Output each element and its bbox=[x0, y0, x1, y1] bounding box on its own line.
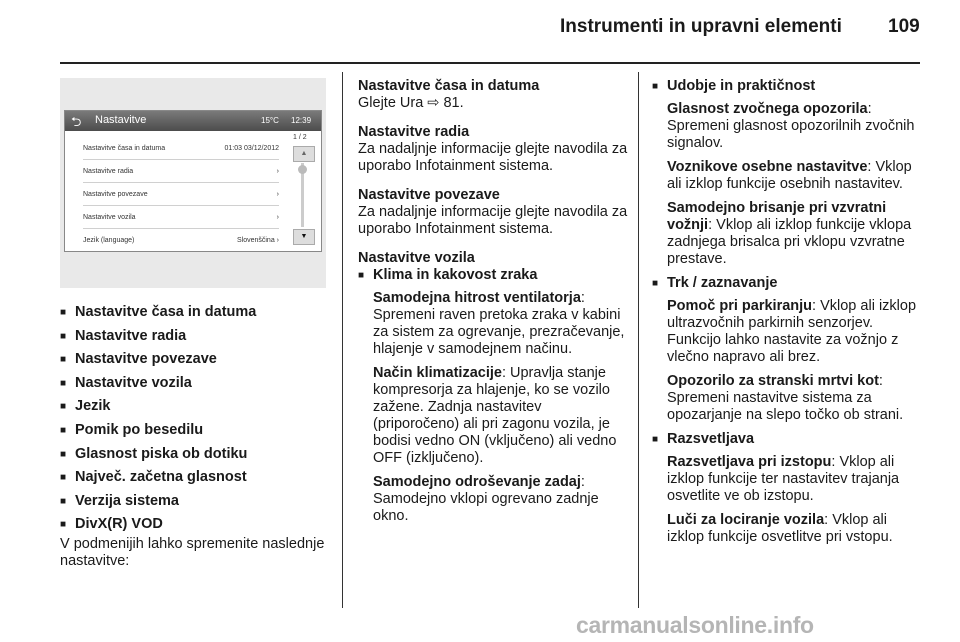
column-divider-left bbox=[342, 72, 343, 608]
scroll-knob bbox=[298, 165, 307, 174]
section-text: Za nadaljnje informacije glejte navodila za uporabo Infotainment sistema. bbox=[358, 204, 628, 237]
list-item: ■ Jezik bbox=[60, 398, 330, 422]
option-name: Luči za lociranje vozila bbox=[667, 512, 825, 528]
column-2 bbox=[358, 78, 630, 532]
option-name: Voznikove osebne nastavitve bbox=[667, 159, 868, 175]
list-item: ■ Pomik po besedilu bbox=[60, 422, 330, 446]
option-desc: : Upravlja stanje kompresorja za hlajenje, ko se vozilo zažene. Zadnja nastavitev (priporočeno) ali pri zagonu vozila, je bodisi vedno ON (vključeno) ali vedno OFF (izključeno). bbox=[373, 365, 617, 466]
watermark: carmanualsonline.info bbox=[576, 612, 814, 638]
outro-text: V podmenijih lahko spremenite naslednje nastavitve: bbox=[60, 535, 325, 569]
option-item bbox=[652, 512, 924, 546]
section-text: Za nadaljnje informacije glejte navodila za uporabo Infotainment sistema. bbox=[358, 141, 628, 174]
section-connection bbox=[358, 187, 630, 238]
bullet-heading: ■ Klima in kakovost zraka bbox=[358, 267, 630, 284]
section-vehicle bbox=[358, 250, 630, 525]
column-1 bbox=[60, 304, 330, 582]
list-item: ■ Glasnost piska ob dotiku bbox=[60, 446, 330, 470]
row-value: › bbox=[276, 190, 279, 198]
row-value: › bbox=[276, 213, 279, 221]
option-desc: : Spremeni nastavitve sistema za opozarjanje na slepo točko ob strani. bbox=[667, 373, 904, 423]
list-item: ■ DivX(R) VOD bbox=[60, 516, 330, 540]
page-header-title: Instrumenti in upravni elementi bbox=[560, 16, 842, 37]
screen-temperature: 15°C bbox=[261, 116, 279, 125]
list-item: ■ Največ. začetna glasnost bbox=[60, 469, 330, 493]
row-label: Nastavitve radia bbox=[83, 167, 134, 175]
option-item bbox=[652, 373, 924, 424]
option-name: Način klimatizacije bbox=[373, 365, 502, 381]
scroll-down-icon: ▼ bbox=[293, 229, 315, 245]
back-arrow-icon: ⮌ bbox=[71, 114, 82, 129]
row-label: Nastavitve časa in datuma bbox=[83, 144, 166, 152]
option-name: Glasnost zvočnega opozorila bbox=[667, 101, 868, 117]
option-desc: : Spremeni glasnost opozorilnih zvočnih signalov. bbox=[667, 101, 915, 151]
option-item bbox=[652, 454, 924, 505]
row-value: › bbox=[276, 167, 279, 175]
column-3 bbox=[652, 78, 924, 553]
screen-menu-list bbox=[83, 137, 279, 251]
option-desc: : Samodejno vklopi ogrevano zadnje okno. bbox=[373, 474, 599, 524]
option-desc: : Vklop ali izklop ultrazvočnih parkirnih senzorjev. Funkcijo lahko nastavite za vožnjo z vlečno napravo ali brez. bbox=[667, 298, 917, 365]
row-label: Nastavitve povezave bbox=[83, 190, 148, 198]
screen-menu-row bbox=[83, 206, 279, 229]
column-divider-right bbox=[638, 72, 639, 608]
list-item: ■ Verzija sistema bbox=[60, 493, 330, 517]
section-heading: Nastavitve povezave bbox=[358, 187, 500, 203]
option-item bbox=[652, 298, 924, 366]
section-heading: Nastavitve vozila bbox=[358, 250, 475, 266]
option-desc: : Vklop ali izklop funkcije osebnih nastavitev. bbox=[667, 159, 912, 192]
option-name: Razsvetljava pri izstopu bbox=[667, 454, 832, 470]
option-name: Opozorilo za stranski mrtvi kot bbox=[667, 373, 879, 389]
list-item: ■ Nastavitve radia bbox=[60, 328, 330, 352]
option-name: Samodejna hitrost ventilatorja bbox=[373, 290, 581, 306]
option-name: Pomoč pri parkiranju bbox=[667, 298, 813, 314]
option-item bbox=[358, 290, 630, 358]
list-item: ■ Nastavitve časa in datuma bbox=[60, 304, 330, 328]
option-desc: : Vklop ali izklop funkcije ter nastavitev trajanja osvetlite ve ob izstopu. bbox=[667, 454, 900, 504]
screen-menu-row bbox=[83, 183, 279, 206]
bullet-heading: ■ Udobje in praktičnost bbox=[652, 78, 924, 95]
section-heading: Nastavitve radia bbox=[358, 124, 470, 140]
screen-title-bar bbox=[65, 111, 321, 131]
row-value: 01:03 03/12/2012 bbox=[224, 144, 279, 152]
option-desc: : Vklop ali izklop funkcije vklopa zadnjega brisalca pri vklopu vzvratne prestave. bbox=[667, 217, 912, 267]
row-label: Jezik (language) bbox=[83, 236, 135, 244]
option-name: Samodejno odroševanje zadaj bbox=[373, 474, 581, 490]
screen-title: Nastavitve bbox=[95, 114, 147, 126]
scroll-up-icon: ▲ bbox=[293, 146, 315, 162]
option-name: Samodejno brisanje pri vzvratni vožnji bbox=[667, 200, 887, 233]
section-text: Glejte Ura ⇨ 81. bbox=[358, 95, 464, 111]
screen-menu-row bbox=[83, 160, 279, 183]
section-time-date bbox=[358, 78, 630, 112]
page-number: 109 bbox=[888, 16, 920, 37]
list-item: ■ Nastavitve povezave bbox=[60, 351, 330, 375]
section-radio bbox=[358, 124, 630, 175]
settings-screenshot bbox=[64, 110, 322, 252]
row-label: Nastavitve vozila bbox=[83, 213, 136, 221]
screen-page-indicator: 1 / 2 bbox=[293, 134, 307, 141]
header-rule bbox=[60, 62, 920, 64]
option-desc: : Spremeni raven pretoka zraka v kabini za sistem za ogrevanje, prezračevanje, hlajenje v samodejnem načinu. bbox=[373, 290, 625, 357]
section-heading: Nastavitve časa in datuma bbox=[358, 78, 540, 94]
option-item bbox=[358, 365, 630, 467]
screen-menu-row bbox=[83, 137, 279, 160]
option-item bbox=[358, 474, 630, 525]
list-item: ■ Nastavitve vozila bbox=[60, 375, 330, 399]
option-item bbox=[652, 200, 924, 268]
option-desc: : Vklop ali izklop funkcije osvetlitve pri vstopu. bbox=[667, 512, 893, 545]
bullet-heading: ■ Razsvetljava bbox=[652, 431, 924, 448]
row-value: Slovenščina › bbox=[236, 236, 279, 244]
option-item bbox=[652, 159, 924, 193]
screen-time: 12:39 bbox=[291, 116, 312, 125]
bullet-heading: ■ Trk / zaznavanje bbox=[652, 275, 924, 292]
option-item bbox=[652, 101, 924, 152]
screen-menu-row bbox=[83, 229, 279, 251]
settings-menu-list bbox=[60, 304, 330, 540]
